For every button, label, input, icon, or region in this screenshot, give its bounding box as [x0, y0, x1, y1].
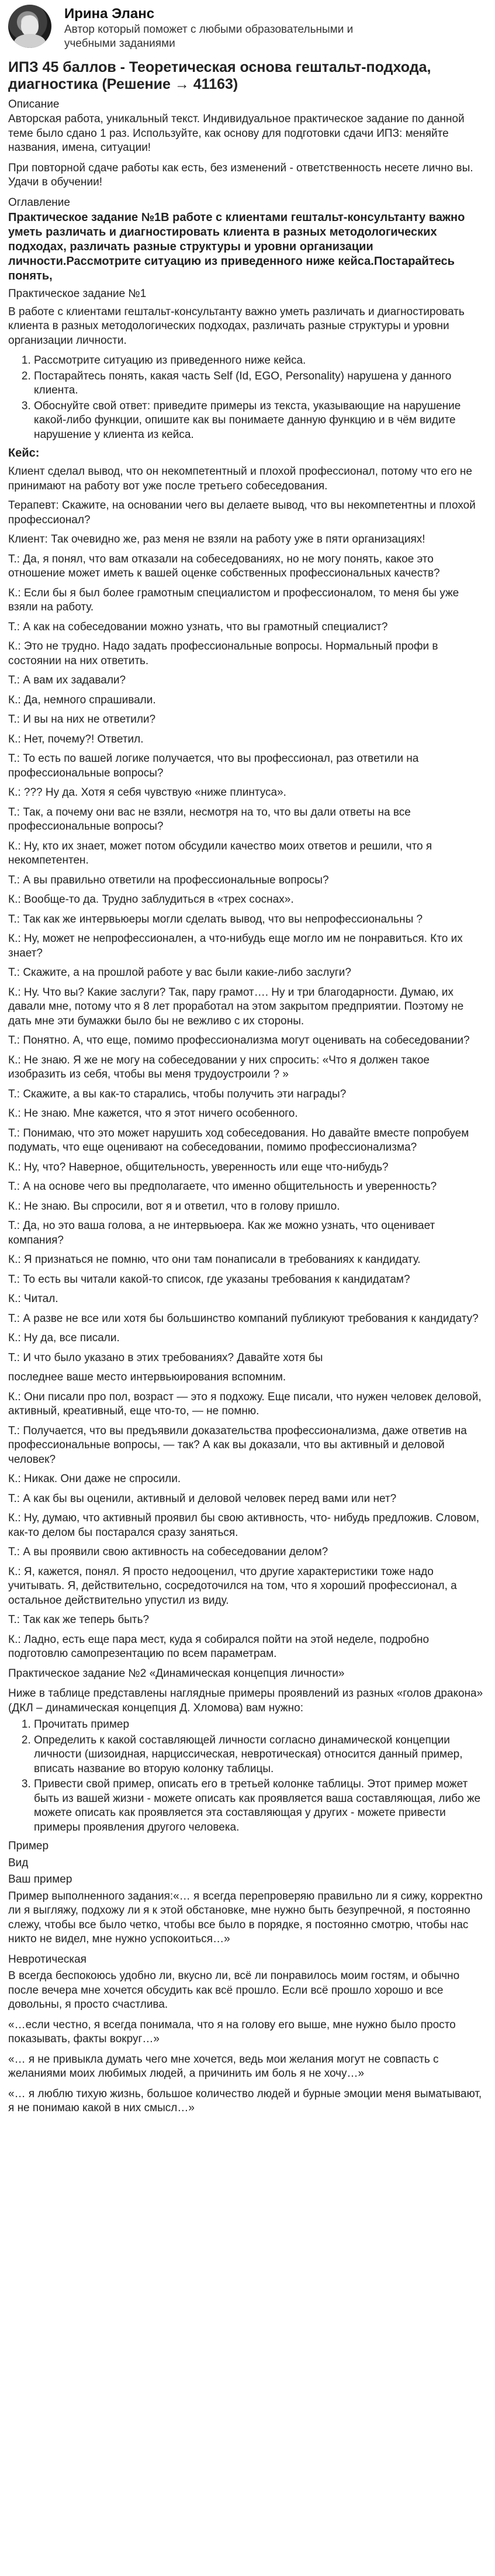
dialog-line: К.: Я признаться не помню, что они там понаписали в требованиях к кандидату.: [8, 1254, 421, 1266]
dialog-line: К.: Читал.: [8, 1293, 58, 1305]
author-info: [64, 5, 368, 51]
task2-steps: [8, 1718, 484, 1835]
dialog-line: К.: Никак. Они даже не спросили.: [8, 1473, 181, 1485]
quote-2: «…если честно, я всегда понимала, что я на голову его выше, мне нужно было просто показывать, факты вокруг…»: [8, 2018, 456, 2045]
quote-1: В всегда беспокоюсь удобно ли, вкусно ли, всё ли понравилось моим гостям, и обычно после вечера мне хочется обсудить как всё прошло. Если всё прошло хорошо и все довольны, я просто счастлива.: [8, 1970, 460, 2011]
dialog-line: К.: Если бы я был более грамотным специалистом и профессионалом, то меня бы уже взяли на работу.: [8, 586, 459, 613]
dialog-line: Терапевт: Скажите, на основании чего вы делаете вывод, что вы некомпетентны и плохой профессионал?: [8, 499, 476, 526]
task-heading: Практическое задание №1В работе с клиентами гештальт-консультанту важно уметь различать и диагностировать клиента в разных методологических подходах, различать разные структуры и уровни организации личности.Рассмотрите ситуацию из приведенного ниже кейса.Постарайтесь понять,: [8, 210, 465, 282]
case-dialog: [8, 465, 484, 1662]
dialog-line: Т.: Да, но это ваша голова, а не интервьюера. Как же можно узнать, что оценивает компания?: [8, 1220, 435, 1246]
table-label-own-example: Ваш пример: [8, 1873, 72, 1886]
description-text: Авторская работа, уникальный текст. Индивидуальное практическое задание по данной теме было сдано 1 раз. Используйте, как основу для подготовки сдачи ИПЗ: меняйте названия, имена, ситуации!: [8, 113, 465, 154]
toc-label: Оглавление: [8, 196, 70, 209]
example-text: Пример выполненного задания:«… я всегда перепроверяю правильно ли я сижу, корректно ли я выгляжу, подхожу ли я к этой обстановке, мне нужно быть безупречной, я постоянно слежу, чтобы все было четко, чтобы все было в порядке, я постоянно смотрю, чтобы нас никто не видел, мне нужно успокоиться…»: [8, 1890, 483, 1945]
dialog-line: Т.: Скажите, а на прошлой работе у вас были какие-либо заслуги?: [8, 966, 351, 979]
task-step: 2. Постарайтесь понять, какая часть Self (Id, EGO, Personality) нарушена у данного клиента.: [34, 370, 484, 398]
author-card: [8, 5, 484, 51]
dialog-line: К.: Не знаю. Я же не могу на собеседовании у них спросить: «Что я должен такое изобразить из себя, чтобы вы меня трудоустроили ? »: [8, 1054, 430, 1080]
dialog-line: Т.: Так, а почему они вас не взяли, несмотря на то, что вы дали ответы на все профессиональные вопросы?: [8, 806, 411, 833]
task2-label: Практическое задание №2 «Динамическая концепция личности»: [8, 1667, 345, 1680]
dialog-line: К.: Не знаю. Вы спросили, вот я и ответил, что в голову пришло.: [8, 1200, 340, 1213]
dialog-line: К.: ??? Ну да. Хотя я себя чувствую «ниже плинтуса».: [8, 786, 286, 799]
dialog-line: К.: Вообще-то да. Трудно заблудиться в «трех соснах».: [8, 893, 294, 906]
task-step: 1. Рассмотрите ситуацию из приведенного ниже кейса.: [34, 354, 484, 368]
dialog-line: К.: Ну да, все писали.: [8, 1332, 120, 1344]
dialog-line: Т.: А вы правильно ответили на профессиональные вопросы?: [8, 873, 329, 886]
case-label: Кейс:: [8, 447, 40, 460]
task-step: 3. Обоснуйте свой ответ: приведите примеры из текста, указывающие на нарушение какой-либо функции, опишите как вы понимаете данную функцию и в чём видите нарушение у клиента из кейса.: [34, 399, 484, 443]
author-avatar[interactable]: [8, 5, 51, 48]
dialog-line: Т.: А вы проявили свою активность на собеседовании делом?: [8, 1546, 328, 1558]
dialog-line: К.: Нет, почему?! Ответил.: [8, 733, 144, 745]
dialog-line: Т.: И вы на них не ответили?: [8, 713, 156, 726]
table-label-type: Вид: [8, 1856, 29, 1869]
dialog-line: К.: Они писали про пол, возраст — это я подхожу. Еще писали, что нужен человек деловой, активный, креативный, еще что-то, — не помню.: [8, 1390, 482, 1417]
dialog-line: Т.: Получается, что вы предъявили доказательства профессионализма, даже ответив на профессиональные вопросы, — так? А как вы доказали, что вы активный и деловой человек?: [8, 1424, 467, 1466]
quote-4: «… я люблю тихую жизнь, большое количество людей и бурные эмоции меня выматывают, я не понимаю какой в них смысл…»: [8, 2087, 482, 2114]
dialog-line: Т.: То есть вы читали какой-то список, где указаны требования к кандидатам?: [8, 1273, 410, 1286]
dialog-line: Т.: А на основе чего вы предполагаете, что именно общительность и уверенность?: [8, 1180, 437, 1193]
dialog-line: Т.: Так как же интервьюеры могли сделать вывод, что вы непрофессиональны ?: [8, 913, 423, 926]
dialog-line: Т.: А вам их задавали?: [8, 674, 126, 686]
task2-intro: Ниже в таблице представлены наглядные примеры проявлений из разных «голов дракона» (ДКЛ – динамическая концепция Д. Хломова) вам нужно:: [8, 1687, 483, 1714]
dialog-line: Т.: А как бы вы оценили, активный и деловой человек перед вами или нет?: [8, 1492, 397, 1505]
dialog-line: К.: Ну, что? Наверное, общительность, уверенность или еще что-нибудь?: [8, 1161, 389, 1173]
author-name[interactable]: Ирина Эланс: [64, 6, 155, 22]
dialog-line: Клиент: Так очевидно же, раз меня не взяли на работу уже в пяти организациях!: [8, 533, 425, 545]
dialog-line: К.: Это не трудно. Надо задать профессиональные вопросы. Нормальный профи в состоянии на них ответить.: [8, 640, 438, 667]
task2-step: 3. Привести свой пример, описать его в третьей колонке таблицы. Этот пример может быть из вашей жизни - можете описать как проявляется ваша составляющая, либо же можете описать как проявляется эта составляющая у других - можете привести примеры проявления другого человека.: [34, 1777, 484, 1835]
dialog-line: Т.: И что было указано в этих требованиях? Давайте хотя бы: [8, 1351, 323, 1364]
quote-3: «… я не привыкла думать чего мне хочется, ведь мои желания могут не совпасть с желаниями моих любимых людей, а причинить им боль я не хочу…»: [8, 2053, 439, 2080]
author-description: Автор который поможет с любыми образовательными и учебными заданиями: [64, 23, 354, 50]
dialog-line: Т.: Так как же теперь быть?: [8, 1614, 150, 1626]
dialog-line: К.: Да, немного спрашивали.: [8, 693, 156, 706]
dialog-line: Т.: Понимаю, что это может нарушить ход собеседования. Но давайте вместе попробуем подумать, что еще оценивают на собеседовании, помимо профессионализма?: [8, 1127, 469, 1154]
dialog-line: последнее ваше место интервьюирования вспомним.: [8, 1371, 286, 1383]
description-label: Описание: [8, 98, 60, 111]
dialog-line: Т.: То есть по вашей логике получается, что вы профессионал, раз ответили на профессиональные вопросы?: [8, 752, 419, 779]
table-label-example: Пример: [8, 1840, 49, 1852]
task2-step: 1. Прочитать пример: [34, 1718, 484, 1732]
dialog-line: Т.: Скажите, а вы как-то старались, чтобы получить эти награды?: [8, 1087, 347, 1100]
dialog-line: Т.: Понятно. А, что еще, помимо профессионализма могут оценивать на собеседовании?: [8, 1034, 470, 1047]
task-intro: В работе с клиентами гештальт-консультанту важно уметь различать и диагностировать клиента в разных методологических подходах, различать разные структуры и уровни организации личности.: [8, 305, 465, 347]
dialog-line: К.: Ладно, есть еще пара мест, куда я собирался пойти на этой неделе, подробно подготовлю самопрезентацию по всем параметрам.: [8, 1633, 430, 1660]
dialog-line: К.: Ну, может не непрофессионален, а что-нибудь еще могло им не понравиться. Кто их знает?: [8, 933, 463, 959]
dialog-line: Т.: А разве не все или хотя бы большинство компаний публикуют требования к кандидату?: [8, 1312, 479, 1325]
neurotic-label: Невротическая: [8, 1953, 86, 1966]
dialog-line: К.: Ну, кто их знает, может потом обсудили качество моих ответов и решили, что я некомпетентен.: [8, 840, 432, 866]
dialog-line: К.: Я, кажется, понял. Я просто недооценил, что другие характеристики тоже надо учитывать. Я, действительно, сосредоточился на том, что я хороший профессионал, а остальное действительно упустил из виду.: [8, 1565, 457, 1607]
task2-step: 2. Определить к какой составляющей личности согласно динамической концепции личности (шизоидная, нарциссическая, невротическая) относится данный пример, вписать название во вторую колонку таблицы.: [34, 1734, 484, 1777]
dialog-line: К.: Ну. Что вы? Какие заслуги? Так, пару грамот…. Ну и три благодарности. Думаю, их давали мне, потому что я 8 лет проработал на этом закрытом предприятии. Поэтому не дать мне эти бумажки было бы не вежливо с их стороны.: [8, 986, 464, 1027]
dialog-line: Т.: Да, я понял, что вам отказали на собеседованиях, но не могу понять, какое это отношение может иметь к вашей оценке собственных профессиональных качеств?: [8, 553, 440, 579]
dialog-line: Клиент сделал вывод, что он некомпетентный и плохой профессионал, потому что его не принимают на работу вот уже после третьего собеседования.: [8, 465, 472, 492]
task-steps: [8, 354, 484, 442]
task-label: Практическое задание №1: [8, 287, 147, 300]
dialog-line: Т.: А как на собеседовании можно узнать, что вы грамотный специалист?: [8, 620, 388, 633]
dialog-line: К.: Ну, думаю, что активный проявил бы свою активность, что- нибудь предложив. Словом, как-то делом бы постарался сразу заняться.: [8, 1512, 480, 1539]
warning-text: При повторной сдаче работы как есть, без изменений - ответственность несете лично вы. Удачи в обучении!: [8, 161, 473, 188]
page-title: ИПЗ 45 баллов - Теоретическая основа гештальт-подхода, диагностика (Решение → 41163): [8, 59, 431, 92]
dialog-line: К.: Не знаю. Мне кажется, что я этот ничего особенного.: [8, 1107, 298, 1120]
